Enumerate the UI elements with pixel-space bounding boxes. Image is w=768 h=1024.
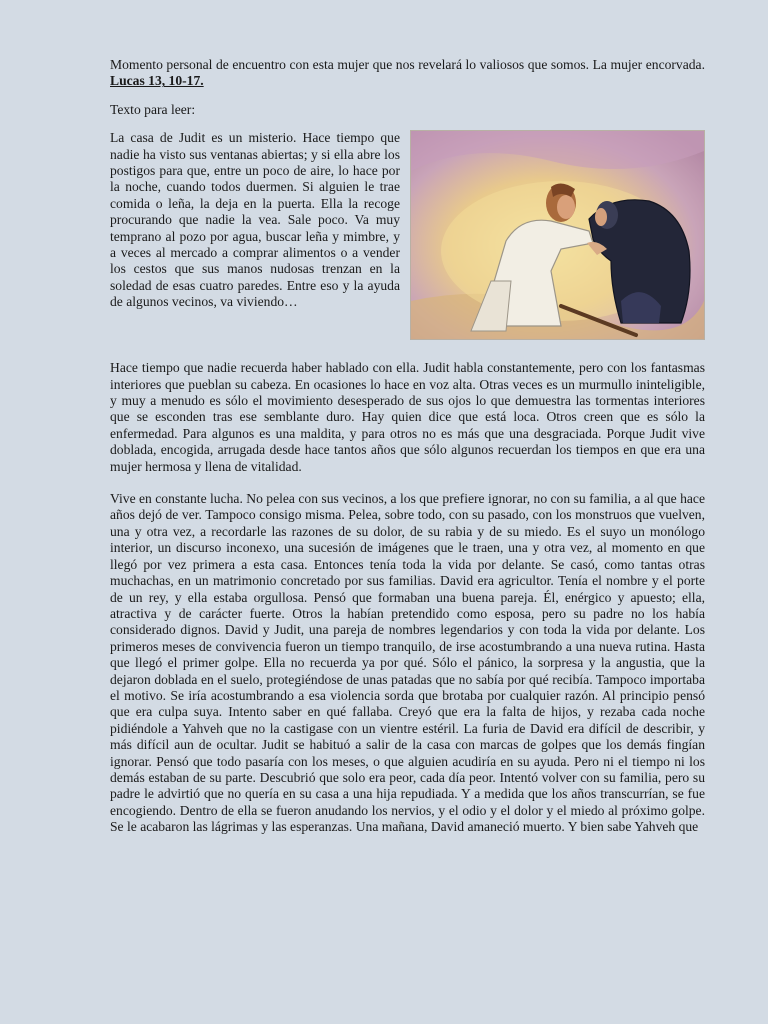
intro-text: Momento personal de encuentro con esta mujer que nos revelará lo valiosos que somos. La mujer encorvada. (110, 57, 705, 72)
painting-jesus-and-bent-woman (410, 130, 705, 340)
painting-illustration (411, 131, 704, 339)
paragraph-2: Hace tiempo que nadie recuerda haber hablado con ella. Judit habla constantemente, pero con los fantasmas interiores que pueblan su cabeza. En ocasiones lo hace en voz alta. Otras veces es un murmullo ininteligible, y muy a menudo es sólo el movimiento desesperado de sus ojos lo que demuestra las tormentas interiores que se esconden tras ese semblante duro. Hay quien dice que está loca. Otros creen que es sólo la enfermedad. Para algunos es una maldita, y para otros no es más que una desgraciada. Porque Judit vive doblada, encogida, arrugada desde hace tantos años que sólo algunos recuerdan los tiempos en que era una mujer hermosa y llena de vitalidad. (110, 360, 705, 474)
paragraph-1: La casa de Judit es un misterio. Hace tiempo que nadie ha visto sus ventanas abiertas; y si ella abre los postigos para que, entre un poco de aire, lo hace por la noche, cuando todos duermen. Si alguien le trae comida o leña, la deja en la puerta. Ella la recoge procurando que nadie la vea. Sale poco. Va muy temprano al pozo por agua, buscar leña y mimbre, y a veces al mercado a comprar alimentos o a vender los cestos que sus manos nudosas trenzan en la soledad de esas cuatro paredes. Entre eso y la ayuda de algunos vecinos, va viviendo… (110, 130, 400, 310)
first-section (110, 130, 705, 346)
paragraph-3: Vive en constante lucha. No pelea con sus vecinos, a los que prefiere ignorar, no con su familia, a al que hace años dejó de ver. Tampoco consigo misma. Pelea, sobre todo, con su pasado, con los monstruos que vuelven, una y otra vez, a recordarle las razones de su dolor, de su rabia y de su miedo. Es el suyo un monólogo interior, un discurso inconexo, una sucesión de imágenes que le traen, una y otra vez, al momento en que llegó por vez primera a esta casa. Entonces tenía toda la vida por delante. Se casó, como tantas otras muchachas, en un matrimonio concretado por sus familias. David era agricultor. Tenía el nombre y el porte de un rey, y ella estaba orgullosa. Pensó que formaban una buena pareja. Él, enérgico y apuesto; ella, atractiva y de carácter fuerte. Otros la habían pretendido como esposa, pero su padre no los había considerado dignos. David y Judit, una pareja de nombres legendarios y con toda la vida por delante. Los primeros meses de convivencia fueron un tiempo tranquilo, de irse acostumbrando a una nueva rutina. Hasta que llegó el primer golpe. Ella no recuerda ya por qué. Sólo el pánico, la sorpresa y la angustia, que la dejaron doblada en el suelo, protegiéndose de unas patadas que no sabía por qué recibía. Tampoco importaba el motivo. Se iría acostumbrando a esa violencia sorda que brotaba por cualquier razón. Al principio pensó que era culpa suya. Intento saber en qué fallaba. Creyó que era la falta de hijos, y rezaba cada noche pidiéndole a Yahveh que no la castigase con un vientre estéril. La furia de David era difícil de describir, y más difícil aun de ocultar. Judit se habituó a salir de la casa con marcas de golpes que los demás fingían ignorar. Pensó que todo pasaría con los meses, o que alguien acudiría en su ayuda. Pero ni el tiempo ni los demás estaban de su parte. Descubrió que solo era peor, cada día peor. Intentó volver con su familia, pero su padre le advirtió que no quería en su casa a una hija repudiada. Y a medida que los años transcurrían, se fue encogiendo. Dentro de ella se fueron anudando los nervios, y el odio y el dolor y el miedo al próximo golpe. Se le acabaron las lágrimas y las esperanzas. Una mañana, David amaneció muerto. Y bien sabe Yahveh que (110, 491, 705, 835)
bible-reference: Lucas 13, 10-17. (110, 73, 204, 89)
subheading: Texto para leer: (110, 101, 196, 117)
intro-paragraph (110, 57, 705, 90)
